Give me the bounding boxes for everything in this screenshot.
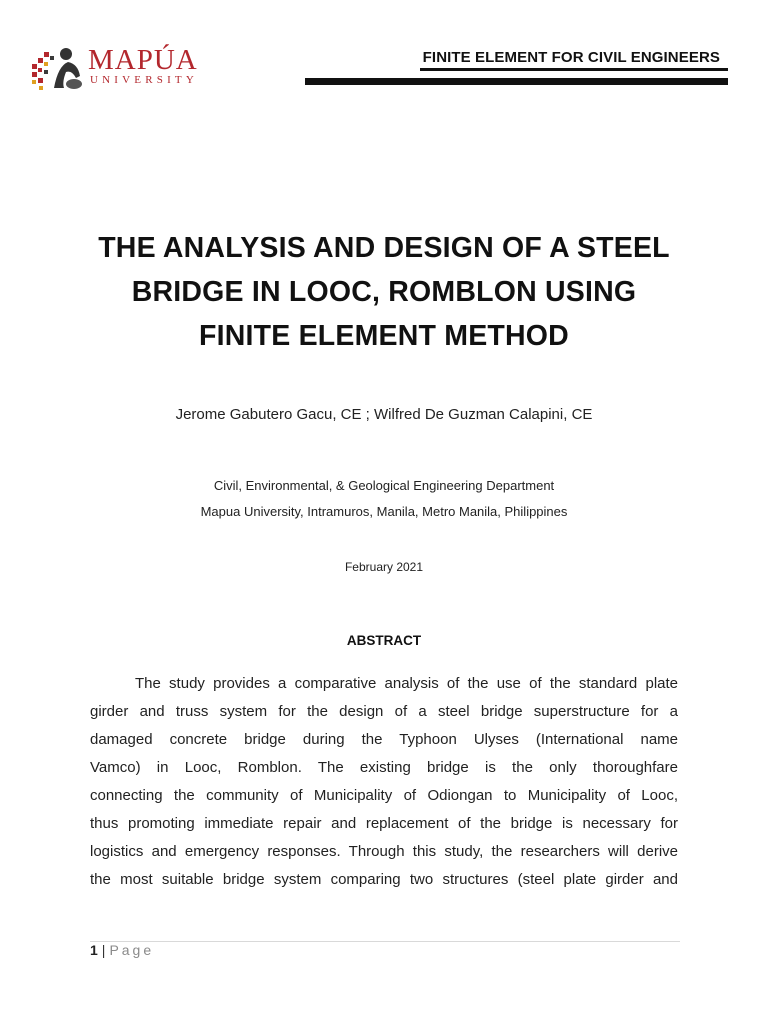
- footer-rule: [90, 941, 680, 942]
- course-title: FINITE ELEMENT FOR CIVIL ENGINEERS: [422, 49, 720, 66]
- abstract-line: connecting the community of Municipality of Odiongan to Municipality of Looc,: [90, 787, 678, 804]
- abstract-line: damaged concrete bridge during the Typhoon Ulyses (International name: [90, 731, 678, 748]
- title-line: FINITE ELEMENT METHOD: [199, 320, 569, 352]
- page-label: Page: [109, 942, 155, 958]
- header-rule-thin: [420, 68, 728, 71]
- title-line: THE ANALYSIS AND DESIGN OF A STEEL: [98, 232, 670, 264]
- mapua-emblem-icon: [30, 42, 84, 92]
- paper-date: February 2021: [344, 560, 424, 574]
- affiliation-line: Mapua University, Intramuros, Manila, Metro Manila, Philippines: [200, 504, 568, 519]
- title-line: BRIDGE IN LOOC, ROMBLON USING: [131, 276, 637, 308]
- paper-affiliation: [0, 473, 768, 525]
- logo-subtitle: UNIVERSITY: [90, 74, 198, 86]
- paper-title: [60, 226, 708, 358]
- footer-separator: |: [101, 942, 106, 958]
- abstract-line: The study provides a comparative analysis of the use of the standard plate: [135, 675, 678, 692]
- affiliation-line: Civil, Environmental, & Geological Engineering Department: [213, 478, 555, 493]
- abstract-body: [90, 670, 678, 894]
- abstract-line: Vamco) in Looc, Romblon. The existing bridge is the only thoroughfare: [90, 759, 678, 776]
- abstract-line: logistics and emergency responses. Through this study, the researchers will derive: [90, 843, 678, 860]
- page-footer: [90, 942, 154, 958]
- logo-wordmark: MAPÚA: [88, 44, 198, 76]
- header-rule-thick: [305, 78, 728, 85]
- abstract-line: girder and truss system for the design of a steel bridge superstructure for a: [90, 703, 678, 720]
- paper-authors: Jerome Gabutero Gacu, CE ; Wilfred De Guzman Calapini, CE: [175, 406, 593, 423]
- page-number: 1: [90, 942, 98, 958]
- abstract-line: the most suitable bridge system comparing two structures (steel plate girder and: [90, 871, 678, 888]
- university-logo: [30, 40, 220, 92]
- abstract-line: thus promoting immediate repair and replacement of the bridge is necessary for: [90, 815, 678, 832]
- abstract-heading: ABSTRACT: [346, 633, 422, 648]
